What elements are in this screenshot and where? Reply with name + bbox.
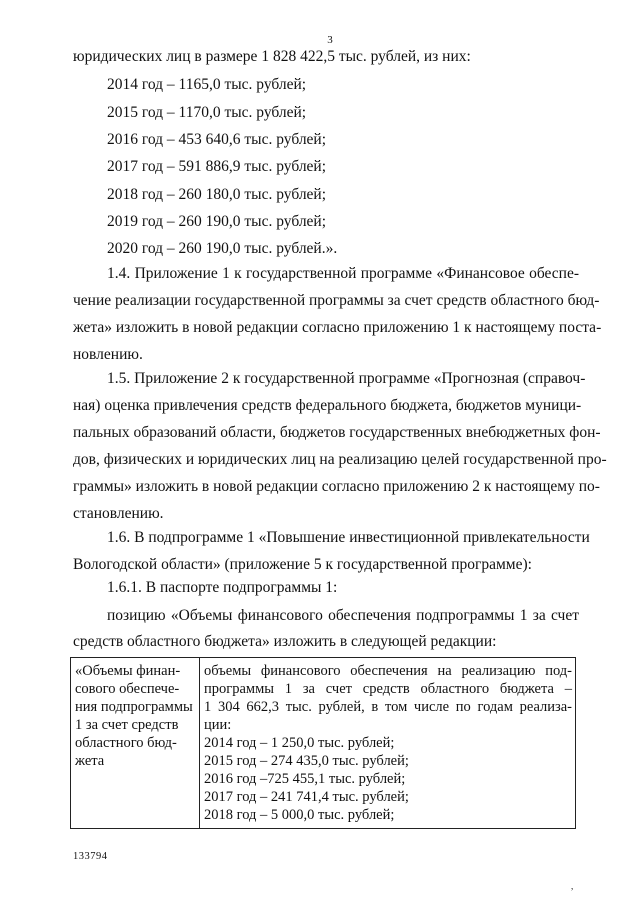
year-line: 2016 год – 453 640,6 тыс. рублей; [107, 131, 327, 148]
section-1-5-line: 1.5. Приложение 2 к государственной программе «Прогнозная (справоч- [107, 370, 586, 387]
passport-table [70, 657, 576, 829]
label-line: 1 за счет средств [75, 717, 179, 733]
section-1-4-line: чение реализации государственной программы за счет средств областного бюд- [73, 292, 600, 309]
section-1-5-line: дов, физических и юридических лиц на реализацию целей государственной про- [73, 451, 607, 468]
label-line: сового обеспече- [75, 681, 180, 697]
section-1-4-line: 1.4. Приложение 1 к государственной программе «Финансовое обеспе- [107, 265, 579, 282]
value-line: ции: [204, 717, 232, 733]
year-line: 2015 год – 1170,0 тыс. рублей; [107, 104, 307, 121]
year-line: 2014 год – 1165,0 тыс. рублей; [107, 76, 307, 93]
section-1-4-line: жета» изложить в новой редакции согласно приложению 1 к настоящему поста- [73, 319, 602, 336]
value-line: 2017 год – 241 741,4 тыс. рублей; [204, 789, 409, 805]
section-1-6-line: Вологодской области» (приложение 5 к государственной программе): [73, 556, 532, 573]
value-line: программы 1 за счет средств областного бюджета – [204, 681, 572, 697]
position-text-line: позицию «Объемы финансового обеспечения подпрограммы 1 за счет [107, 607, 579, 624]
label-line: жета [75, 753, 105, 769]
year-line: 2018 год – 260 180,0 тыс. рублей; [107, 186, 327, 203]
value-line: 1 304 662,3 тыс. рублей, в том числе по годам реализа- [204, 699, 572, 715]
section-1-5-line: становлению. [73, 505, 164, 522]
section-1-4-line: новлению. [73, 346, 143, 363]
value-line: 2016 год –725 455,1 тыс. рублей; [204, 771, 406, 787]
section-1-6-1-line: 1.6.1. В паспорте подпрограммы 1: [107, 579, 338, 596]
label-line: ния подпрограммы [75, 699, 193, 715]
year-line: 2017 год – 591 886,9 тыс. рублей; [107, 158, 327, 175]
section-1-5-line: ная) оценка привлечения средств федерального бюджета, бюджетов муници- [73, 397, 582, 414]
table-row [71, 658, 576, 829]
section-1-6-line: 1.6. В подпрограмме 1 «Повышение инвестиционной привлекательности [107, 529, 590, 546]
value-line: 2014 год – 1 250,0 тыс. рублей; [204, 735, 395, 751]
page-number: 3 [327, 34, 333, 46]
corner-mark: , [571, 881, 574, 891]
value-line: объемы финансового обеспечения на реализацию под- [204, 663, 572, 679]
table-value-cell [200, 658, 576, 829]
value-line: 2015 год – 274 435,0 тыс. рублей; [204, 753, 409, 769]
section-1-5-line: пальных образований области, бюджетов государственных внебюджетных фон- [73, 424, 601, 441]
section-1-5-line: граммы» изложить в новой редакции согласно приложению 2 к настоящему по- [73, 478, 600, 495]
label-line: областного бюд- [75, 735, 177, 751]
year-line: 2019 год – 260 190,0 тыс. рублей; [107, 213, 327, 230]
document-id: 133794 [73, 851, 108, 862]
intro-line: юридических лиц в размере 1 828 422,5 тыс. рублей, из них: [73, 48, 471, 65]
label-line: «Объемы финан- [75, 663, 181, 679]
position-text-line: средств областного бюджета» изложить в следующей редакции: [73, 633, 497, 650]
value-line: 2018 год – 5 000,0 тыс. рублей; [204, 807, 395, 823]
year-line: 2020 год – 260 190,0 тыс. рублей.». [107, 240, 338, 257]
table-label-cell [71, 658, 200, 829]
